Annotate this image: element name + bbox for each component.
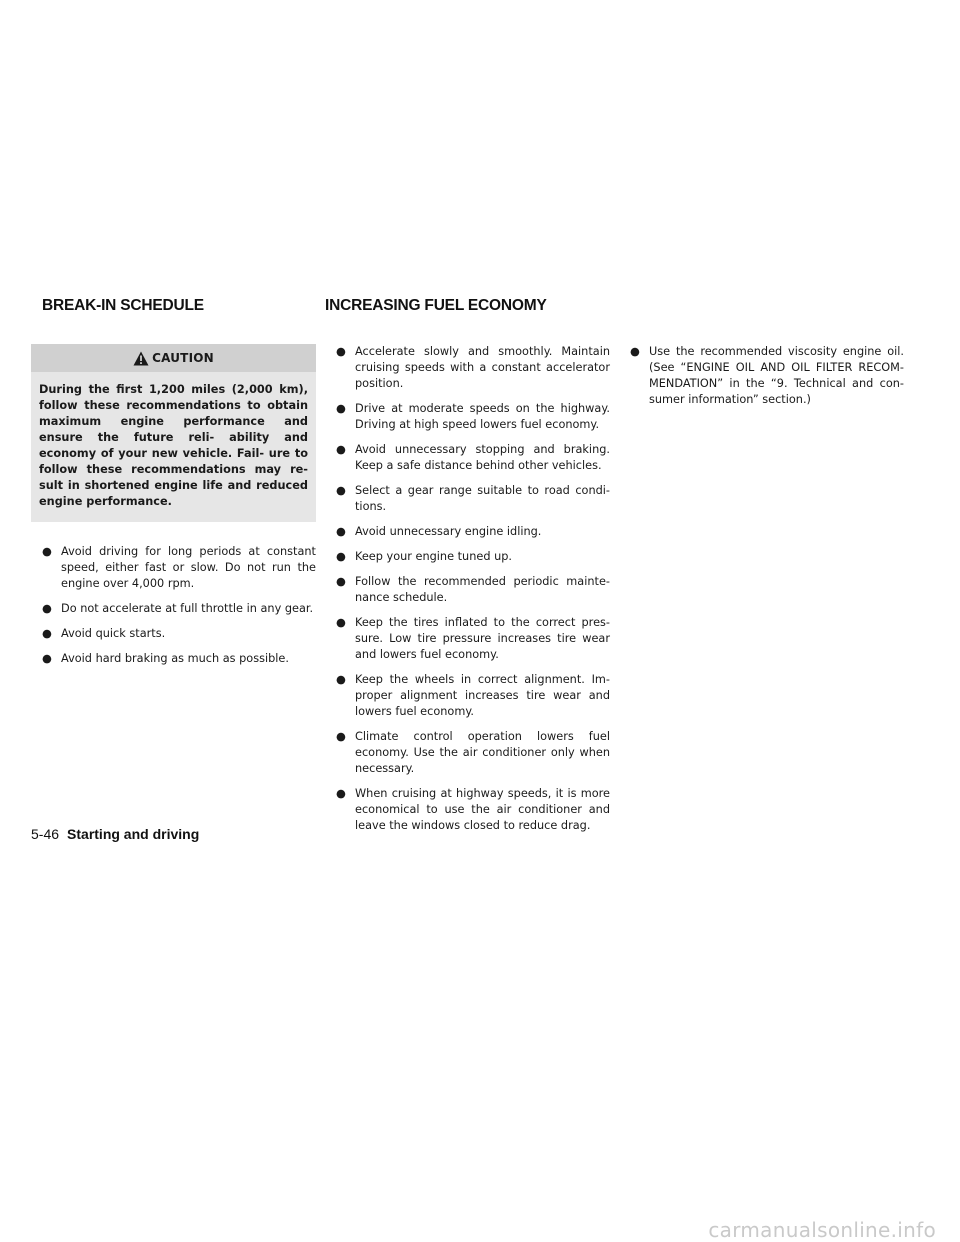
bullet-icon: ● xyxy=(336,443,346,456)
section-title: Starting and driving xyxy=(67,826,200,842)
bullet-icon: ● xyxy=(336,673,346,686)
list-item xyxy=(325,672,610,720)
caution-header xyxy=(31,344,316,372)
list-item xyxy=(325,344,610,392)
list-item-text: Climate control operation lowers fuel economy. Use the air conditioner only when necessary. xyxy=(355,730,610,775)
page-number: 5-46 xyxy=(31,826,60,842)
break-in-schedule-heading: BREAK-IN SCHEDULE xyxy=(42,297,204,314)
list-item-text: Avoid hard braking as much as possible. xyxy=(61,652,289,665)
bullet-icon: ● xyxy=(336,402,346,415)
bullet-icon: ● xyxy=(336,525,346,538)
bullet-icon: ● xyxy=(336,550,346,563)
warning-triangle-icon xyxy=(133,351,149,366)
increasing-fuel-economy-heading: INCREASING FUEL ECONOMY xyxy=(325,297,547,314)
caution-text: During the first 1,200 miles (2,000 km), follow these recommendations to obtain maximum engine performance and ensure the future reli- ability and economy of your new vehicle. Fail- ure to follow these recommendations may re- sult in shortened engine life and reduced engine performance. xyxy=(39,383,308,508)
list-item-text: Avoid unnecessary stopping and braking. Keep a safe distance behind other vehicles. xyxy=(355,443,610,472)
list-item-text: Keep the tires inflated to the correct pres- sure. Low tire pressure increases tire wear and lowers fuel economy. xyxy=(355,616,610,661)
fuel-economy-column-2 xyxy=(619,344,904,417)
break-in-column xyxy=(31,344,316,676)
list-item-text: Select a gear range suitable to road condi- tions. xyxy=(355,484,610,513)
list-item-text: Use the recommended viscosity engine oil. (See “ENGINE OIL AND OIL FILTER RECOM- MENDATION” in the “9. Technical and con- sumer information” section.) xyxy=(649,345,904,406)
list-item xyxy=(325,574,610,606)
caution-box xyxy=(31,344,316,522)
list-item-text: Keep the wheels in correct alignment. Im- proper alignment increases tire wear and lowers fuel economy. xyxy=(355,673,610,718)
list-item xyxy=(325,524,610,540)
list-item-text: Avoid unnecessary engine idling. xyxy=(355,525,542,538)
bullet-icon: ● xyxy=(336,575,346,588)
page-footer xyxy=(31,826,199,842)
bullet-icon: ● xyxy=(336,730,346,743)
break-in-list xyxy=(31,544,316,667)
bullet-icon: ● xyxy=(630,345,640,358)
list-item xyxy=(31,651,316,667)
list-item xyxy=(619,344,904,408)
watermark: carmanualsonline.info xyxy=(708,1218,936,1242)
fuel-economy-list xyxy=(325,344,610,834)
list-item xyxy=(325,401,610,433)
list-item xyxy=(325,786,610,834)
fuel-economy-column-1 xyxy=(325,344,610,843)
bullet-icon: ● xyxy=(42,545,52,558)
bullet-icon: ● xyxy=(42,602,52,615)
bullet-icon: ● xyxy=(42,652,52,665)
list-item-text: Accelerate slowly and smoothly. Maintain cruising speeds with a constant accelerator position. xyxy=(355,345,610,390)
list-item xyxy=(325,442,610,474)
list-item xyxy=(325,729,610,777)
bullet-icon: ● xyxy=(42,627,52,640)
caution-title: CAUTION xyxy=(152,351,214,365)
list-item-text: When cruising at highway speeds, it is more economical to use the air conditioner and leave the windows closed to reduce drag. xyxy=(355,787,610,832)
list-item xyxy=(325,549,610,565)
list-item xyxy=(325,615,610,663)
list-item-text: Follow the recommended periodic mainte- nance schedule. xyxy=(355,575,610,604)
list-item xyxy=(31,626,316,642)
list-item xyxy=(31,601,316,617)
list-item-text: Keep your engine tuned up. xyxy=(355,550,513,563)
list-item-text: Do not accelerate at full throttle in any gear. xyxy=(61,602,314,615)
list-item-text: Drive at moderate speeds on the highway. Driving at high speed lowers fuel economy. xyxy=(355,402,610,431)
list-item-text: Avoid driving for long periods at constant speed, either fast or slow. Do not run the engine over 4,000 rpm. xyxy=(61,545,316,590)
bullet-icon: ● xyxy=(336,787,346,800)
bullet-icon: ● xyxy=(336,484,346,497)
list-item xyxy=(325,483,610,515)
list-item-text: Avoid quick starts. xyxy=(61,627,166,640)
bullet-icon: ● xyxy=(336,616,346,629)
bullet-icon: ● xyxy=(336,345,346,358)
list-item xyxy=(31,544,316,592)
fuel-economy-list-continued xyxy=(619,344,904,408)
